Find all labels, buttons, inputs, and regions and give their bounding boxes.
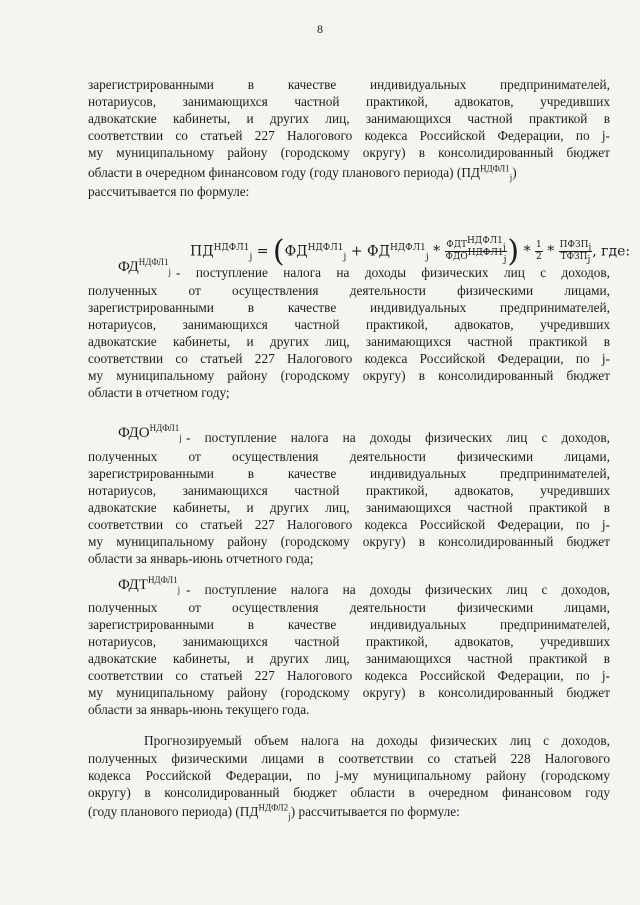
text-segment: области в очередном финансовом году (году планового периода) (ПД xyxy=(88,165,480,180)
text-line: адвокатские кабинеты, и других лиц, занимающихся частной практикой в xyxy=(88,111,610,126)
formula-subscript: j xyxy=(343,252,347,263)
text-line: округу) в консолидированный бюджет области в очередном финансовом году xyxy=(88,785,610,800)
text-line-with-symbol xyxy=(88,804,610,821)
formula-paren: ) xyxy=(507,234,520,269)
definition-term xyxy=(118,259,171,276)
formula-superscript: НДФЛ1 xyxy=(467,236,503,246)
term-subscript: j xyxy=(177,585,181,595)
text-line: зарегистрированными в качестве индивидуальных предпринимателей, xyxy=(88,617,610,632)
text-line: кодекса Российской Федерации, по j-му муниципальному району (городскому xyxy=(88,768,610,783)
text-line: зарегистрированными в качестве индивидуальных предпринимателей, xyxy=(88,300,610,315)
term-symbol: ФДТ xyxy=(118,577,148,593)
formula xyxy=(190,222,631,270)
formula-lhs: ПД xyxy=(190,243,214,260)
text-line: нотариусов, занимающихся частной практикой, адвокатов, учредивших xyxy=(88,634,610,649)
symbol-superscript: НДФЛ2 xyxy=(258,802,289,813)
formula-fraction-half xyxy=(535,240,543,263)
formula-term: 2 xyxy=(536,252,542,262)
text-line: полученных от осуществления деятельности физическими лицами, xyxy=(88,283,610,298)
text-line: нотариусов, занимающихся частной практикой, адвокатов, учредивших xyxy=(88,94,610,109)
text-segment: (году планового периода) (ПД xyxy=(88,804,259,819)
formula-operator: + xyxy=(350,243,363,260)
text-line-with-symbol xyxy=(88,165,610,182)
definition-term xyxy=(118,577,180,594)
formula-superscript: НДФЛ1 xyxy=(307,242,344,253)
formula-superscript: НДФЛ1 xyxy=(467,248,504,258)
formula-operator: * xyxy=(433,243,441,260)
text-line: нотариусов, занимающихся частной практикой, адвокатов, учредивших xyxy=(88,483,610,498)
formula-operator: * xyxy=(547,243,555,260)
term-subscript: j xyxy=(179,433,182,443)
text-line: адвокатские кабинеты, и других лиц, занимающихся частной практикой в xyxy=(88,500,610,515)
formula-term: ТФЗП xyxy=(560,252,588,262)
formula-subscript: j xyxy=(588,242,592,253)
formula-fraction xyxy=(445,236,508,265)
formula-term: ФДО xyxy=(445,252,468,262)
formula-operator: * xyxy=(523,243,531,260)
text-line: полученных от осуществления деятельности физическими лицами, xyxy=(88,449,610,464)
text-segment: ) рассчитывается по формуле: xyxy=(290,804,460,819)
text-line: адвокатские кабинеты, и других лиц, занимающихся частной практикой в xyxy=(88,651,610,666)
formula-superscript: НДФЛ1 xyxy=(389,242,426,253)
term-symbol: ФДО xyxy=(118,425,150,441)
formula-term: ФД xyxy=(366,243,390,260)
text-line: му муниципальному району (городскому округу) в консолидированный бюджет xyxy=(88,685,610,700)
term-superscript: НДФЛ1 xyxy=(138,257,169,267)
text-line: полученных от осуществления деятельности физическими лицами, xyxy=(88,600,610,615)
text-segment: ) xyxy=(512,165,517,180)
text-line: му муниципальному району (городскому округу) в консолидированный бюджет xyxy=(88,368,610,383)
formula-superscript: НДФЛ1 xyxy=(213,242,250,253)
formula-subscript: j xyxy=(425,252,429,263)
formula-expression xyxy=(190,234,630,269)
text-line: соответствии со статьей 227 Налогового кодекса Российской Федерации, по j- xyxy=(88,517,610,532)
formula-term: ПФЗП xyxy=(559,240,589,250)
formula-fraction-fzp xyxy=(559,240,593,263)
definition-term xyxy=(118,425,182,442)
text-line: зарегистрированными в качестве индивидуальных предпринимателей, xyxy=(88,466,610,481)
formula-where: , где: xyxy=(592,243,631,260)
text-line: нотариусов, занимающихся частной практикой, адвокатов, учредивших xyxy=(88,317,610,332)
formula-operator: = xyxy=(256,243,269,260)
text-line: адвокатские кабинеты, и других лиц, занимающихся частной практикой в xyxy=(88,334,610,349)
term-symbol: ФД xyxy=(118,259,139,275)
term-superscript: НДФЛ1 xyxy=(147,575,178,585)
text-line: - поступление налога на доходы физических лиц с доходов, xyxy=(176,265,610,280)
text-line: му муниципальному району (городскому округу) в консолидированный бюджет xyxy=(88,534,610,549)
term-subscript: j xyxy=(168,267,171,277)
text-line: области в отчетном году; xyxy=(88,385,230,400)
symbol-subscript: j xyxy=(509,172,513,183)
formula-subscript: j xyxy=(503,254,507,265)
text-line: - поступление налога на доходы физических лиц с доходов, xyxy=(186,430,610,445)
formula-paren: ( xyxy=(272,234,285,269)
text-line: - поступление налога на доходы физических лиц с доходов, xyxy=(186,582,610,597)
formula-term: ФДТ xyxy=(446,240,468,250)
formula-subscript: j xyxy=(587,254,591,265)
symbol-superscript: НДФЛ1 xyxy=(480,163,510,174)
text-line: соответствии со статьей 227 Налогового кодекса Российской Федерации, по j- xyxy=(88,128,610,143)
page-number: 8 xyxy=(317,22,323,36)
formula-term: ФД xyxy=(284,243,308,260)
term-superscript: НДФЛ1 xyxy=(149,423,180,433)
text-line: полученных физическими лицами в соответствии со статьей 228 Налогового xyxy=(88,751,610,766)
formula-subscript: j xyxy=(502,242,506,253)
text-line: соответствии со статьей 227 Налогового кодекса Российской Федерации, по j- xyxy=(88,351,610,366)
text-line: области за январь-июнь отчетного года; xyxy=(88,551,314,566)
formula-term: 1 xyxy=(536,240,542,250)
text-line: области за январь-июнь текущего года. xyxy=(88,702,310,717)
text-line: Прогнозируемый объем налога на доходы физических лиц с доходов, xyxy=(144,733,610,748)
text-line: рассчитывается по формуле: xyxy=(88,184,250,199)
text-line: соответствии со статьей 227 Налогового кодекса Российской Федерации, по j- xyxy=(88,668,610,683)
text-line: му муниципальному району (городскому округу) в консолидированный бюджет xyxy=(88,145,610,160)
formula-subscript: j xyxy=(249,252,253,263)
symbol-subscript: j xyxy=(288,811,291,822)
text-line: зарегистрированными в качестве индивидуальных предпринимателей, xyxy=(88,77,610,92)
